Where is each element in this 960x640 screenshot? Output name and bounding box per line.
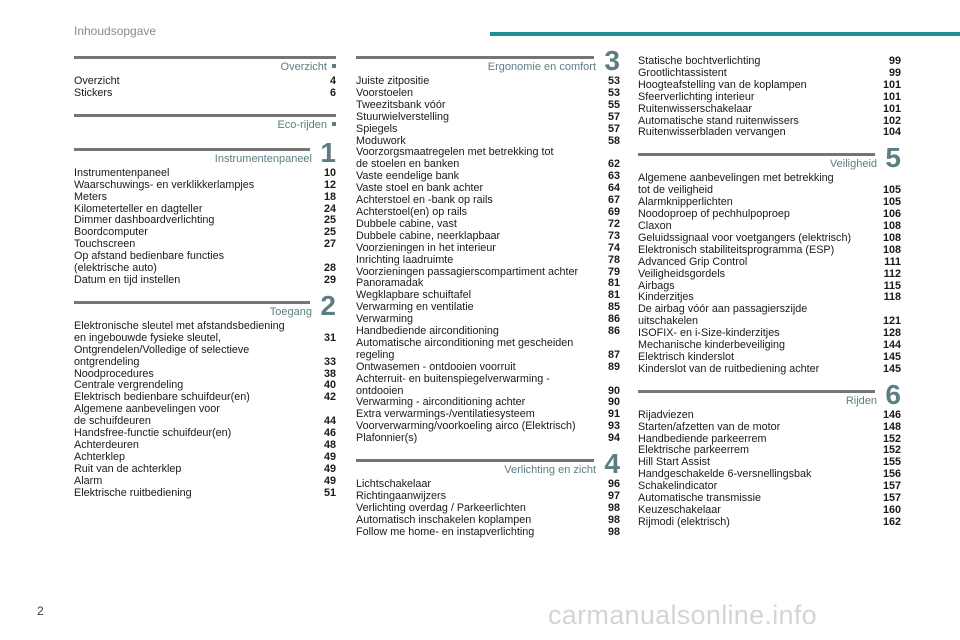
toc-entry-label: Achterruit- en buitenspiegelverwarming - ontdooien <box>356 372 550 397</box>
toc-entry-label: Achterklep <box>74 450 126 463</box>
toc-entry-page: 156 <box>882 468 901 481</box>
toc-entry[interactable] <box>638 245 901 257</box>
toc-entry-label: Ruit van de achterklep <box>74 462 182 475</box>
toc-entry-label: Automatisch inschakelen koplampen <box>356 513 532 526</box>
section-title[interactable]: Veiligheid <box>829 158 877 171</box>
toc-entry-label: Meters <box>74 190 107 203</box>
toc-entry-page: 49 <box>323 450 336 463</box>
toc-entry[interactable] <box>638 422 901 434</box>
toc-entry[interactable] <box>356 112 620 124</box>
toc-entry-label: Alarmknipperlichten <box>638 196 733 209</box>
section-title[interactable]: Instrumentenpaneel <box>214 152 312 165</box>
toc-entry[interactable] <box>638 233 901 245</box>
square-bullet-icon <box>332 122 336 126</box>
toc-entry-label: Elektrisch kinderslot <box>638 350 735 363</box>
toc-entry-label: Plafonnier(s) <box>356 432 418 445</box>
toc-entry-label: Op afstand bedienbare functies (elektrische auto) <box>74 250 225 275</box>
toc-entry-page: 69 <box>607 205 620 218</box>
toc-entry[interactable] <box>638 517 901 529</box>
toc-entry-label: Achterdeuren <box>74 438 139 451</box>
toc-entry-label: Dubbele cabine, neerklapbaar <box>356 229 501 242</box>
toc-entry-page: 12 <box>323 178 336 191</box>
toc-entry-page: 87 <box>607 348 620 361</box>
toc-entry-page: 31 <box>323 331 336 344</box>
toc-entry-label: Hoogteafstelling van de koplampen <box>638 78 807 91</box>
section-rule <box>638 390 875 393</box>
toc-entry-page: 112 <box>883 267 901 280</box>
toc-entry-page: 96 <box>607 478 620 491</box>
section-title[interactable]: Toegang <box>269 305 312 318</box>
toc-entry-label: Vaste stoel en bank achter <box>356 182 484 195</box>
toc-entry-page: 157 <box>882 492 901 505</box>
section-header <box>74 289 336 321</box>
toc-entry-page: 145 <box>882 350 901 363</box>
toc-entry[interactable] <box>74 476 336 488</box>
toc-entry[interactable] <box>638 257 901 269</box>
section-number: 5 <box>885 142 901 174</box>
toc-entry[interactable] <box>356 527 620 539</box>
section-header <box>74 136 336 168</box>
toc-entry-label: Richtingaanwijzers <box>356 490 447 502</box>
section-rule <box>74 56 336 59</box>
toc-entry-page: 18 <box>323 190 336 203</box>
toc-section <box>638 378 901 529</box>
toc-entry[interactable] <box>356 255 620 267</box>
toc-entry-page: 94 <box>607 432 620 445</box>
section-header <box>74 114 336 134</box>
toc-entry-page: 74 <box>607 241 620 254</box>
toc-entry-page: 90 <box>607 384 620 397</box>
toc-entry-label: Moduwork <box>356 134 406 147</box>
toc-entry-page: 89 <box>607 360 620 373</box>
section-number: 6 <box>885 378 901 410</box>
toc-section <box>74 56 336 100</box>
toc-entry-label: Extra verwarmings-/ventilatiesysteem <box>356 408 535 421</box>
toc-entry-label: Elektrische parkeerrem <box>638 444 750 457</box>
toc-entry-page: 86 <box>607 313 620 326</box>
toc-entry[interactable] <box>356 147 620 171</box>
toc-entry-label: Voorstoelen <box>356 86 414 99</box>
toc-entry-page: 73 <box>607 229 620 242</box>
toc-entry[interactable] <box>74 488 336 500</box>
toc-entry[interactable] <box>356 243 620 255</box>
toc-entry-page: 55 <box>607 98 620 111</box>
toc-entry-label: Dimmer dashboardverlichting <box>74 214 215 227</box>
toc-entry-page: 93 <box>607 420 620 433</box>
toc-entry-page: 91 <box>607 408 620 421</box>
toc-entry-label: Verwarming - airconditioning achter <box>356 396 526 409</box>
toc-entry-label: Claxon <box>638 219 672 232</box>
toc-entry-page: 157 <box>882 480 901 493</box>
toc-entry[interactable] <box>74 452 336 464</box>
toc-entry-page: 90 <box>607 396 620 409</box>
toc-entry-page: 4 <box>329 75 336 87</box>
toc-entry-label: Alarm <box>74 474 103 487</box>
toc-entry-page: 81 <box>607 277 620 290</box>
toc-entry-label: Elektrische ruitbediening <box>74 486 192 499</box>
page-header-title: Inhoudsopgave <box>74 24 157 38</box>
toc-entry-page: 42 <box>323 391 336 404</box>
toc-entry-page: 49 <box>323 462 336 475</box>
toc-entry[interactable] <box>74 76 336 88</box>
toc-entry-label: Verwarming en ventilatie <box>356 301 474 314</box>
toc-entry-page: 85 <box>607 301 620 314</box>
toc-entry-label: Advanced Grip Control <box>638 255 748 268</box>
toc-entry-page: 99 <box>888 55 901 67</box>
toc-entry[interactable] <box>356 515 620 527</box>
toc-entry[interactable] <box>638 410 901 422</box>
toc-entry[interactable] <box>356 433 620 445</box>
toc-entry[interactable] <box>356 362 620 374</box>
toc-entry-page: 108 <box>882 243 901 256</box>
toc-entry-label: Ontgrendelen/Volledige of selectieve ontgrendeling <box>74 343 250 368</box>
toc-entry[interactable] <box>638 127 901 139</box>
square-bullet-icon <box>332 64 336 68</box>
toc-entry-label: Voorzieningen in het interieur <box>356 241 496 254</box>
toc-entry-label: Airbags <box>638 279 675 292</box>
toc-entry-page: 48 <box>323 438 336 451</box>
toc-entry-label: Geluidssignaal voor voetgangers (elektrisch) <box>638 231 852 244</box>
toc-entry-label: Achterstoel(en) op rails <box>356 205 468 218</box>
toc-entry-page: 46 <box>323 427 336 440</box>
toc-entry-page: 25 <box>323 226 336 239</box>
watermark: carmanualsonline.info <box>548 600 817 630</box>
toc-entry-label: Waarschuwings- en verklikkerlampjes <box>74 178 255 191</box>
toc-entry-label: Voorverwarming/voorkoeling airco (Elektrisch) <box>356 420 576 433</box>
toc-entry[interactable] <box>74 192 336 204</box>
toc-entry-label: Verwarming <box>356 313 414 326</box>
toc-entry-label: Noodoproep of pechhulpoproep <box>638 208 790 221</box>
toc-entry[interactable] <box>356 124 620 136</box>
toc-entry-label: Spiegels <box>356 122 398 135</box>
toc-entry-label: Automatische stand ruitenwissers <box>638 114 799 127</box>
section-rule <box>356 459 594 462</box>
section-header <box>356 45 620 76</box>
toc-entry-label: Verlichting overdag / Parkeerlichten <box>356 501 526 514</box>
toc-entry[interactable] <box>74 321 336 345</box>
toc-section <box>74 114 336 134</box>
toc-entry-page: 145 <box>882 362 901 375</box>
toc-entry[interactable] <box>638 269 901 281</box>
toc-entry-page: 51 <box>323 486 336 499</box>
toc-entry-page: 58 <box>607 134 620 147</box>
toc-entry-page: 79 <box>607 265 620 278</box>
section-header <box>356 448 620 480</box>
toc-entry-page: 105 <box>882 184 901 197</box>
toc-entry-label: Elektronisch stabiliteitsprogramma (ESP) <box>638 243 835 256</box>
toc-entry-page: 38 <box>323 367 336 380</box>
toc-entry-label: Voorzorgsmaatregelen met betrekking tot de stoelen en banken <box>356 146 554 171</box>
toc-entry[interactable] <box>356 374 620 398</box>
section-rule <box>356 56 594 59</box>
toc-entry-page: 86 <box>607 325 620 338</box>
toc-entry-label: De airbag vóór aan passagierszijde uitschakelen <box>638 303 808 328</box>
toc-entry-label: Ontwasemen - ontdooien voorruit <box>356 360 516 373</box>
toc-entry-label: Tweezitsbank vóór <box>356 98 446 111</box>
section-number: 4 <box>604 448 620 480</box>
toc-entry-page: 144 <box>882 339 901 352</box>
toc-entry-label: Handgeschakelde 6-versnellingsbak <box>638 468 812 481</box>
toc-entry-page: 102 <box>882 114 901 127</box>
toc-entry-page: 155 <box>882 456 901 469</box>
toc-entry-label: Touchscreen <box>74 238 136 251</box>
toc-entry-label: Ruitenwisserschakelaar <box>638 102 753 115</box>
toc-section <box>356 45 620 445</box>
toc-entry-label: Dubbele cabine, vast <box>356 217 457 230</box>
toc-entry-page: 40 <box>323 379 336 392</box>
toc-entry-label: Kilometerteller en dagteller <box>74 202 203 215</box>
section-number: 1 <box>320 136 336 168</box>
toc-entry[interactable] <box>74 180 336 192</box>
toc-entry-page: 63 <box>607 170 620 183</box>
toc-entry-page: 29 <box>323 273 336 286</box>
toc-entry-page: 106 <box>882 208 901 221</box>
toc-entry-label: Vaste eendelige bank <box>356 170 460 183</box>
toc-entry-page: 111 <box>884 255 901 268</box>
toc-entry-label: Panoramadak <box>356 277 424 290</box>
toc-entry-page: 105 <box>882 196 901 209</box>
toc-entry-label: ISOFIX- en i-Size-kinderzitjes <box>638 327 780 340</box>
toc-entry-label: Instrumentenpaneel <box>74 166 170 179</box>
toc-entry-page: 78 <box>607 253 620 266</box>
toc-entry-label: Overzicht <box>74 75 120 87</box>
toc-entry-label: Wegklapbare schuiftafel <box>356 289 472 302</box>
toc-entry-page: 64 <box>607 182 620 195</box>
toc-entry-page: 49 <box>323 474 336 487</box>
toc-entry-page: 98 <box>607 525 620 538</box>
toc-entry-page: 57 <box>607 122 620 135</box>
toc-entry-label: Grootlichtassistent <box>638 66 727 79</box>
toc-entry[interactable] <box>74 464 336 476</box>
toc-entry-label: Automatische transmissie <box>638 492 762 505</box>
section-rule <box>74 148 310 151</box>
toc-entry-label: Noodprocedures <box>74 367 154 380</box>
section-rule <box>638 153 875 156</box>
toc-entry-page: 44 <box>323 415 336 428</box>
section-header <box>638 378 901 410</box>
toc-column-2 <box>356 45 620 553</box>
toc-entry-page: 81 <box>607 289 620 302</box>
toc-entry-page: 128 <box>882 327 901 340</box>
toc-entry[interactable] <box>74 404 336 428</box>
section-rule <box>74 114 336 117</box>
toc-entry-page: 27 <box>323 238 336 251</box>
toc-entry[interactable] <box>74 168 336 180</box>
toc-entry-page: 101 <box>882 90 901 103</box>
toc-entry-label: Mechanische kinderbeveiliging <box>638 339 786 352</box>
toc-entry-page: 118 <box>883 291 901 304</box>
toc-column-3 <box>638 56 901 543</box>
toc-entry-label: Rijadviezen <box>638 408 694 421</box>
toc-entry-label: Elektronische sleutel met afstandsbediening en ingebouwde fysieke sleutel, <box>74 319 285 344</box>
section-title[interactable]: Verlichting en zicht <box>504 464 596 477</box>
toc-entry-page: 53 <box>607 86 620 99</box>
section-number: 3 <box>604 45 620 76</box>
toc-entry[interactable] <box>638 104 901 116</box>
toc-entry-page: 152 <box>882 432 901 445</box>
toc-entry-page: 72 <box>607 217 620 230</box>
toc-entry-label: Ruitenwisserbladen vervangen <box>638 126 786 139</box>
section-number: 2 <box>320 289 336 321</box>
toc-section <box>638 56 901 139</box>
toc-entry[interactable] <box>74 88 336 100</box>
toc-entry-label: Statische bochtverlichting <box>638 55 761 67</box>
section-title[interactable]: Eco-rijden <box>277 119 336 131</box>
section-rule <box>74 301 310 304</box>
toc-entry-page: 98 <box>607 501 620 514</box>
toc-entry-page: 67 <box>607 194 620 207</box>
toc-entry-label: Follow me home- en instapverlichting <box>356 525 535 538</box>
toc-entry-label: Datum en tijd instellen <box>74 273 181 286</box>
toc-entry-page: 101 <box>882 78 901 91</box>
toc-entry[interactable] <box>638 304 901 328</box>
toc-column-1 <box>74 56 336 513</box>
toc-section <box>638 142 901 375</box>
toc-entry[interactable] <box>638 92 901 104</box>
toc-entry-label: Starten/afzetten van de motor <box>638 420 781 433</box>
toc-section <box>356 448 620 539</box>
toc-entry-label: Handbediende parkeerrem <box>638 432 767 445</box>
toc-entry-label: Handsfree-functie schuifdeur(en) <box>74 427 232 440</box>
section-title[interactable]: Ergonomie en comfort <box>487 61 596 73</box>
toc-entry-page: 108 <box>882 219 901 232</box>
section-title[interactable]: Rijden <box>845 394 877 407</box>
toc-entry-label: Algemene aanbevelingen met betrekking tot de veiligheid <box>638 172 834 197</box>
toc-entry-page: 33 <box>323 355 336 368</box>
toc-entry-page: 53 <box>607 75 620 87</box>
toc-entry-label: Lichtschakelaar <box>356 478 432 491</box>
header-accent-bar <box>490 32 960 36</box>
toc-entry-page: 62 <box>607 158 620 171</box>
toc-entry-page: 152 <box>882 444 901 457</box>
toc-entry-page: 108 <box>882 231 901 244</box>
toc-entry-label: Veiligheidsgordels <box>638 267 726 280</box>
section-header <box>638 142 901 174</box>
toc-entry-label: Voorzieningen passagierscompartiment achter <box>356 265 579 278</box>
toc-entry-page: 115 <box>883 279 901 292</box>
toc-entry-page: 28 <box>323 262 336 275</box>
toc-entry[interactable] <box>74 251 336 275</box>
toc-entry-label: Algemene aanbevelingen voor de schuifdeuren <box>74 403 220 428</box>
toc-entry-label: Elektrisch bedienbare schuifdeur(en) <box>74 391 250 404</box>
toc-entry[interactable] <box>638 364 901 376</box>
toc-entry-page: 148 <box>882 420 901 433</box>
toc-entry[interactable] <box>74 275 336 287</box>
toc-entry-label: Sfeerverlichting interieur <box>638 90 755 103</box>
toc-entry[interactable] <box>638 80 901 92</box>
toc-entry-label: Rijmodi (elektrisch) <box>638 515 730 528</box>
toc-entry-label: Achterstoel en -bank op rails <box>356 194 493 207</box>
toc-entry-page: 25 <box>323 214 336 227</box>
toc-entry-page: 99 <box>888 66 901 79</box>
toc-section <box>74 136 336 287</box>
toc-entry-page: 121 <box>882 315 901 328</box>
toc-entry-page: 97 <box>607 490 620 502</box>
toc-entry[interactable] <box>356 231 620 243</box>
toc-entry[interactable] <box>356 100 620 112</box>
toc-entry-page: 10 <box>323 166 336 179</box>
toc-entry[interactable] <box>638 209 901 221</box>
toc-entry-label: Juiste zitpositie <box>356 75 430 87</box>
section-title[interactable]: Overzicht <box>281 61 336 73</box>
toc-entry-label: Centrale vergrendeling <box>74 379 184 392</box>
toc-entry-label: Schakelindicator <box>638 480 718 493</box>
toc-entry-page: 160 <box>882 504 901 516</box>
toc-entry-label: Hill Start Assist <box>638 456 710 469</box>
toc-entry-page: 98 <box>607 513 620 526</box>
toc-entry[interactable] <box>74 345 336 369</box>
toc-entry-label: Boordcomputer <box>74 226 148 239</box>
toc-entry-page: 57 <box>607 110 620 123</box>
toc-section <box>74 289 336 500</box>
toc-entry-page: 162 <box>882 515 901 528</box>
toc-entry[interactable] <box>356 219 620 231</box>
toc-entry-label: Automatische airconditioning met gescheiden regeling <box>356 336 574 361</box>
page-number: 2 <box>37 604 44 618</box>
toc-entry-page: 146 <box>882 408 901 421</box>
toc-entry[interactable] <box>638 173 901 197</box>
toc-entry-page: 101 <box>882 102 901 115</box>
toc-entry-page: 24 <box>323 202 336 215</box>
toc-entry-page: 6 <box>329 86 336 99</box>
toc-entry-label: Kinderslot van de ruitbediening achter <box>638 362 820 375</box>
toc-entry-label: Handbediende airconditioning <box>356 325 499 338</box>
toc-entry[interactable] <box>356 338 620 362</box>
toc-entry-label: Kinderzitjes <box>638 291 694 304</box>
toc-entry-page: 104 <box>882 126 901 139</box>
toc-entry-label: Stuurwielverstelling <box>356 110 450 123</box>
toc-entry-label: Keuzeschakelaar <box>638 504 721 516</box>
toc-entry-label: Stickers <box>74 86 113 99</box>
toc-entry-label: Inrichting laadruimte <box>356 253 454 266</box>
section-header <box>74 56 336 76</box>
